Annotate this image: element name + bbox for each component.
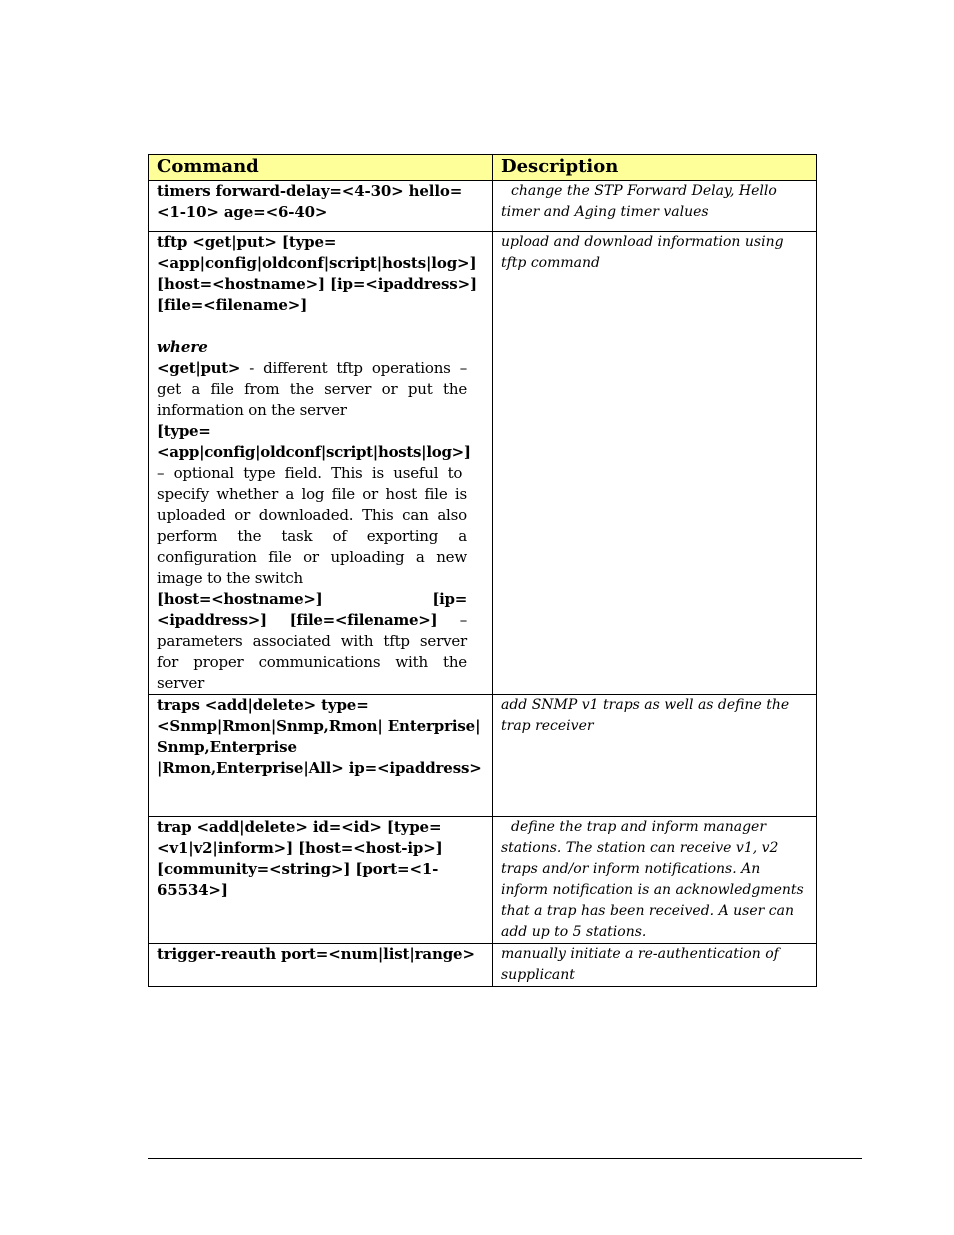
param-name: [type=<app|config|oldconf|script|hosts|log>] [157,422,471,461]
command-cell [149,695,493,817]
table-row [149,232,817,695]
description-cell [493,181,817,232]
command-description: upload and download information using tftp command [501,234,784,271]
command-syntax: trap <add|delete> id=<id> [type=<v1|v2|inform>] [host=<host-ip>] [community=<string>] [port=<1-65534>] [157,818,443,899]
command-description: define the trap and inform manager stations. The station can receive v1, v2 traps and/or inform notifications. An inform notification is an acknowledgments that a trap has been received. A user can add up to 5 stations. [501,819,804,940]
table-row [149,181,817,232]
param-name: <get|put> [157,359,241,377]
command-description: change the STP Forward Delay, Hello timer and Aging timer values [501,183,777,220]
description-cell [493,695,817,817]
param-text: - different tftp operations – get a file from the server or put the information on the server [157,359,467,419]
command-syntax: timers forward-delay=<4-30> hello=<1-10> age=<6-40> [157,182,463,221]
table-row [149,817,817,944]
param-explanation [157,589,467,694]
table-header-row [149,155,817,181]
header-command: Command [149,155,493,181]
where-label: where [157,338,208,356]
command-table [148,154,817,987]
command-syntax: traps <add|delete> type=<Snmp|Rmon|Snmp,Rmon| Enterprise| Snmp,Enterprise |Rmon,Enterprise|All> ip=<ipaddress> [157,696,482,777]
command-syntax: trigger-reauth port=<num|list|range> [157,945,475,963]
command-description: manually initiate a re-authentication of supplicant [501,946,779,983]
param-explanation [157,421,471,589]
description-cell [493,817,817,944]
command-cell [149,817,493,944]
command-cell [149,232,493,695]
description-cell [493,944,817,987]
header-description: Description [493,155,817,181]
param-name: [host=<hostname>] [ip=<ipaddress>] [file=<filename>] [157,590,467,629]
table-row [149,944,817,987]
command-syntax: tftp <get|put> [type=<app|config|oldconf|script|hosts|log>] [host=<hostname>] [ip=<ipaddress>] [file=<filename>] [157,233,477,314]
param-explanation [157,358,467,421]
command-cell [149,944,493,987]
command-cell [149,181,493,232]
command-description: add SNMP v1 traps as well as define the trap receiver [501,697,790,734]
table-row [149,695,817,817]
param-text: – optional type field. This is useful to specify whether a log file or host file is uploaded or downloaded. This can also perform the task of exporting a configuration file or uploading a new image to the switch [157,464,467,587]
param-text: – parameters associated with tftp server for proper communications with the server [157,611,467,692]
footer-divider [148,1158,862,1159]
description-cell [493,232,817,695]
